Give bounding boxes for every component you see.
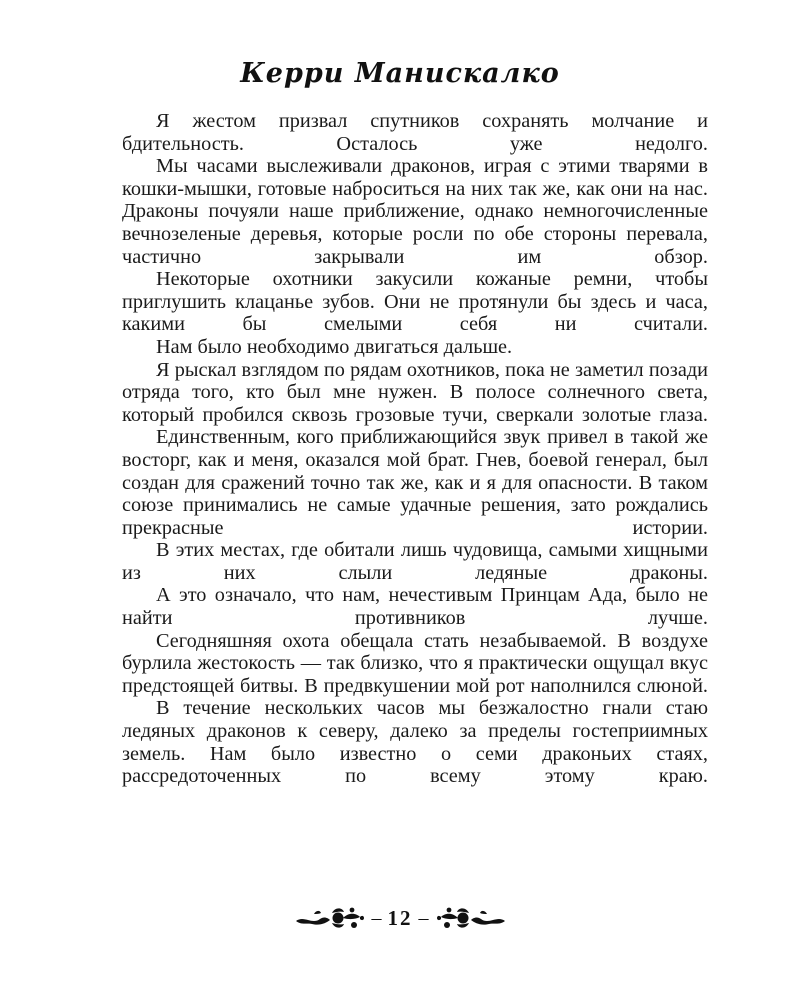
paragraph: Единственным, кого приближающийся звук привел в такой же восторг, как и меня, оказался мой брат. Гнев, боевой генерал, был создан для сражений точно так же, как и я для опасности. В таком союзе принимались не самые удачные решения, зато рождались прекрасные истории. [122, 426, 708, 539]
paragraph: А это означало, что нам, нечестивым Принцам Ада, было не найти противников лучше. [122, 584, 708, 630]
paragraph: Я жестом призвал спутников сохранять молчание и бдительность. Осталось уже недолго. [122, 110, 708, 155]
running-header-author: Керри Манискалко [240, 58, 560, 89]
page-number: 12 [387, 905, 413, 930]
paragraph: Нам было необходимо двигаться дальше. [156, 335, 513, 358]
paragraph: В течение нескольких часов мы безжалостно гнали стаю ледяных драконов к северу, далеко за пределы гостеприимных земель. Нам было известно о семи драконьих стаях, рассредоточенных по всему этому краю. [122, 697, 708, 788]
paragraph: В этих местах, где обитали лишь чудовища, самыми хищными из них слыли ледяные драконы. [122, 539, 708, 584]
paragraph: Сегодняшняя охота обещала стать незабываемой. В воздухе бурлила жестокость — так близко, что я практически ощущал вкус предстоящей битвы. В предвкушении мой рот наполнился слюной. [122, 629, 708, 697]
floral-vignette-right-icon [435, 903, 507, 933]
paragraph: Некоторые охотники закусили кожаные ремни, чтобы приглушить клацанье зубов. Они не протянули бы здесь и часа, какими бы смелыми себя ни считали. [122, 268, 708, 336]
paragraph: Мы часами выслеживали драконов, играя с этими тварями в кошки-мышки, готовые наброситься на них так же, как они на нас. Драконы почуяли наше приближение, однако немногочисленные вечнозеленые деревья, которые росли по обе стороны перевала, частично закрывали им обзор. [122, 155, 708, 268]
footer-dash-right: – [418, 906, 429, 929]
paragraph: Я рыскал взглядом по рядам охотников, пока не заметил позади отряда того, кто был мне нужен. В полосе солнечного света, который пробился сквозь грозовые тучи, сверкали золотые глаза. [122, 358, 708, 426]
page-footer [0, 898, 800, 938]
footer-dash-left: – [371, 906, 382, 929]
body-text [122, 110, 708, 788]
floral-vignette-left-icon [294, 903, 366, 933]
